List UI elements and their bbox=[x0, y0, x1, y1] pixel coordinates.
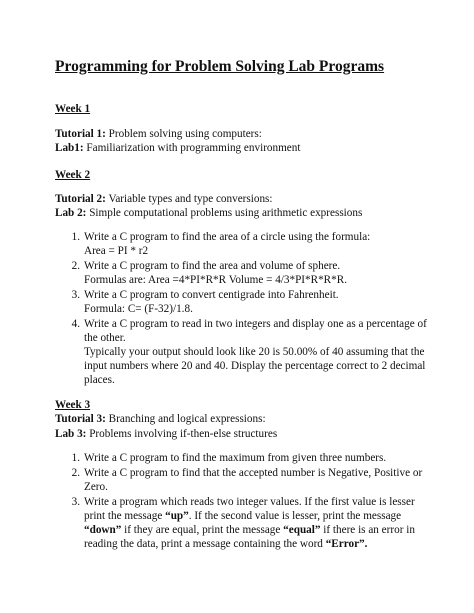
list-item-line: Formula: C= (F-32)/1.8. bbox=[84, 303, 193, 315]
list-item-text: print the message bbox=[84, 510, 163, 522]
tutorial-text: Problem solving using computers: bbox=[108, 128, 262, 140]
list-item-line: input numbers where 20 and 40. Display the percentage correct to 2 decimal bbox=[84, 360, 426, 372]
list-item-number: 1. bbox=[71, 452, 80, 464]
list-item-line: Write a C program to find the area of a circle using the formula: bbox=[84, 231, 371, 243]
list-item-text: . If the second value is lesser, print the message bbox=[188, 510, 402, 522]
week-1-tutorial bbox=[55, 127, 262, 142]
list-item-number: 3. bbox=[71, 496, 80, 508]
list-item-line: Write a C program to convert centigrade into Fahrenheit. bbox=[84, 289, 339, 301]
list-item-line: Write a C program to find that the accepted number is Negative, Positive or bbox=[84, 467, 423, 479]
keyword-down: “down” bbox=[84, 524, 122, 536]
keyword-up: “up” bbox=[165, 510, 189, 522]
page-title: Programming for Problem Solving Lab Programs bbox=[55, 58, 385, 75]
list-item-number: 2. bbox=[71, 260, 80, 272]
week-1-heading: Week 1 bbox=[55, 103, 91, 115]
tutorial-label: Tutorial 2: bbox=[55, 193, 106, 205]
list-item-number: 4. bbox=[71, 318, 80, 330]
tutorial-text: Variable types and type conversions: bbox=[108, 193, 273, 205]
keyword-equal: “equal” bbox=[283, 524, 321, 536]
list-item-text: reading the data, print a message containing the word bbox=[84, 538, 323, 550]
list-item-line: Write a C program to find the area and volume of sphere. bbox=[84, 260, 341, 272]
lab-text: Familiarization with programming environment bbox=[86, 142, 301, 154]
week-3-lab bbox=[55, 427, 277, 442]
tutorial-text: Branching and logical expressions: bbox=[108, 413, 266, 425]
tutorial-label: Tutorial 1: bbox=[55, 128, 106, 140]
list-item-number: 2. bbox=[71, 467, 80, 479]
tutorial-label: Tutorial 3: bbox=[55, 413, 106, 425]
list-item-number: 1. bbox=[71, 231, 80, 243]
lab-text: Simple computational problems using arithmetic expressions bbox=[89, 207, 363, 219]
list-item-line: Formulas are: Area =4*PI*R*R Volume = 4/3*PI*R*R*R. bbox=[84, 274, 347, 286]
list-item-line: Zero. bbox=[84, 481, 108, 493]
list-item-number: 3. bbox=[71, 289, 80, 301]
lab-text: Problems involving if-then-else structures bbox=[89, 428, 278, 440]
keyword-error: “Error”. bbox=[325, 538, 368, 550]
list-item-line: Area = PI * r2 bbox=[84, 245, 149, 257]
list-item-line: places. bbox=[84, 374, 115, 386]
week-1-lab bbox=[55, 141, 300, 156]
list-item-text: if there is an error in bbox=[323, 524, 415, 536]
week-2-lab bbox=[55, 206, 362, 221]
list-item-line: Typically your output should look like 20 is 50.00% of 40 assuming that the bbox=[84, 346, 425, 358]
list-item-line bbox=[84, 523, 415, 538]
week-2-tutorial bbox=[55, 192, 273, 207]
list-item-line: Write a C program to read in two integers and display one as a percentage of bbox=[84, 318, 427, 330]
list-item-line: the other. bbox=[84, 332, 126, 344]
lab-label: Lab 2: bbox=[55, 207, 87, 219]
lab-label: Lab 3: bbox=[55, 428, 87, 440]
list-item-line bbox=[84, 537, 367, 552]
week-3-heading: Week 3 bbox=[55, 399, 91, 411]
list-item-line: Write a program which reads two integer values. If the first value is lesser bbox=[84, 496, 415, 508]
list-item-line: Write a C program to find the maximum from given three numbers. bbox=[84, 452, 387, 464]
lab-label: Lab1: bbox=[55, 142, 84, 154]
list-item-text: if they are equal, print the message bbox=[124, 524, 281, 536]
list-item-line bbox=[84, 509, 401, 524]
week-3-tutorial bbox=[55, 412, 266, 427]
week-2-heading: Week 2 bbox=[55, 169, 91, 181]
